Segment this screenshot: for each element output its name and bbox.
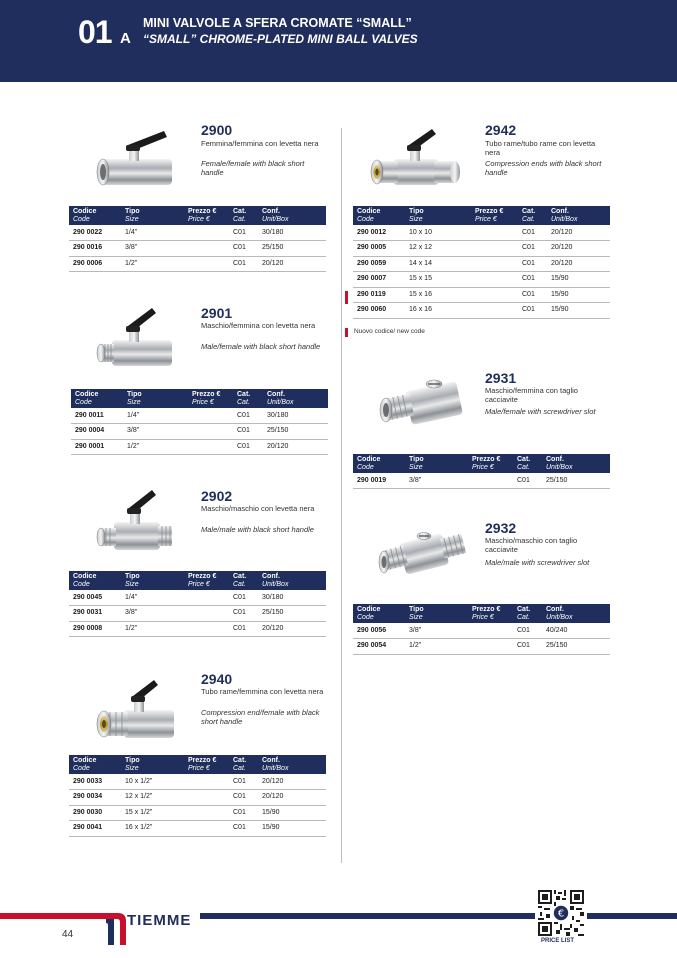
col-price: Prezzo € Price € [471, 206, 518, 225]
section-letter: A [120, 30, 131, 47]
table-row: 290 0008 1/2” C01 20/120 [69, 621, 326, 637]
table-2931 [353, 454, 610, 489]
table-row: 290 0012 10 x 10 C01 20/120 [353, 225, 610, 241]
col-size: Tipo Size [121, 206, 184, 225]
col-box: Conf. Unit/Box [542, 604, 610, 623]
col-size: Tipo Size [405, 454, 468, 473]
col-code: Codice Code [69, 571, 121, 590]
col-cat: Cat. Cat. [229, 206, 258, 225]
table-row: 290 0030 15 x 1/2” C01 15/90 [69, 805, 326, 821]
column-divider [341, 128, 342, 863]
col-cat: Cat. Cat. [233, 389, 263, 408]
new-code-legend-marker [345, 328, 348, 337]
col-code: Codice Code [69, 755, 121, 774]
col-price: Prezzo € Price € [184, 755, 229, 774]
product-code-2940: 2940 [201, 671, 233, 687]
svg-text:€: € [557, 908, 565, 920]
page-header [0, 0, 677, 82]
table-row: 290 0056 3/8” C01 40/240 [353, 623, 610, 639]
valve-2942-image [366, 121, 466, 196]
product-desc-it-2902: Maschio/maschio con levetta nera [201, 504, 315, 513]
table-2901 [71, 389, 328, 455]
col-code: Codice Code [353, 206, 405, 225]
brand-name: TIEMME [127, 912, 192, 929]
col-box: Conf. Unit/Box [547, 206, 610, 225]
table-2900 [69, 206, 326, 272]
product-code-2942: 2942 [485, 122, 517, 138]
section-number: 01 [78, 14, 112, 50]
table-row: 290 0060 16 x 16 C01 15/90 [353, 303, 610, 319]
footer-bar-red [0, 913, 112, 919]
product-desc-it-2940: Tubo rame/femmina con levetta nera [201, 687, 324, 696]
col-price: Prezzo € Price € [468, 604, 513, 623]
col-code: Codice Code [353, 454, 405, 473]
col-price: Prezzo € Price € [468, 454, 513, 473]
col-price: Prezzo € Price € [184, 571, 229, 590]
section-title-it: MINI VALVOLE A SFERA CROMATE “SMALL” [143, 16, 412, 30]
product-code-2932: 2932 [485, 520, 517, 536]
qr-code-icon[interactable] [536, 888, 586, 938]
col-size: Tipo Size [121, 755, 184, 774]
col-size: Tipo Size [405, 206, 471, 225]
valve-2932-image [372, 520, 472, 590]
product-desc-it-2900: Femmina/femmina con levetta nera [201, 139, 319, 148]
product-desc-en-2932: Male/male with screwdriver slot [485, 558, 590, 567]
brand-logo-icon [100, 913, 128, 945]
table-row: 290 0007 15 x 15 C01 15/90 [353, 272, 610, 288]
product-desc-it-2932: Maschio/maschio con taglio cacciavite [485, 536, 578, 554]
product-desc-it-2901: Maschio/femmina con levetta nera [201, 321, 316, 330]
product-code-2931: 2931 [485, 370, 517, 386]
valve-2901-image [92, 302, 182, 377]
table-row: 290 0022 1/4” C01 30/180 [69, 225, 326, 241]
table-2940 [69, 755, 326, 837]
table-row: 290 0034 12 x 1/2” C01 20/120 [69, 790, 326, 806]
section-title-en: “SMALL” CHROME-PLATED MINI BALL VALVES [143, 32, 418, 46]
valve-2931-image [372, 362, 472, 440]
col-box: Conf. Unit/Box [542, 454, 610, 473]
col-cat: Cat. Cat. [513, 454, 542, 473]
table-row: 290 0031 3/8” C01 25/150 [69, 606, 326, 622]
table-row: 290 0059 14 x 14 C01 20/120 [353, 256, 610, 272]
page-number: 44 [62, 929, 74, 940]
table-row: 290 0001 1/2” C01 20/120 [71, 439, 328, 455]
product-code-2901: 2901 [201, 305, 233, 321]
product-desc-en-2900: Female/female with black short handle [201, 159, 305, 177]
product-desc-en-2902: Male/male with black short handle [201, 525, 314, 534]
col-box: Conf. Unit/Box [258, 206, 326, 225]
table-2942 [353, 206, 610, 319]
col-size: Tipo Size [121, 571, 184, 590]
table-row: 290 0045 1/4” C01 30/180 [69, 590, 326, 606]
col-code: Codice Code [353, 604, 405, 623]
table-row: 290 0119 15 x 16 C01 15/90 [353, 287, 610, 303]
col-cat: Cat. Cat. [229, 755, 258, 774]
col-price: Prezzo € Price € [184, 206, 229, 225]
col-cat: Cat. Cat. [229, 571, 258, 590]
table-2902 [69, 571, 326, 637]
table-row: 290 0033 10 x 1/2” C01 20/120 [69, 774, 326, 790]
col-size: Tipo Size [123, 389, 188, 408]
col-cat: Cat. Cat. [513, 604, 542, 623]
product-desc-en-2931: Male/female with screwdriver slot [485, 407, 596, 416]
valve-2900-image [92, 121, 182, 196]
col-price: Prezzo € Price € [188, 389, 233, 408]
product-desc-it-2931: Maschio/femmina con taglio cacciavite [485, 386, 578, 404]
product-desc-en-2940: Compression end/female with black short handle [201, 708, 320, 726]
product-code-2902: 2902 [201, 488, 233, 504]
col-code: Codice Code [71, 389, 123, 408]
col-size: Tipo Size [405, 604, 468, 623]
product-desc-it-2942: Tubo rame/tubo rame con levetta nera [485, 139, 596, 157]
col-cat: Cat. Cat. [518, 206, 547, 225]
table-row: 290 0041 16 x 1/2” C01 15/90 [69, 821, 326, 837]
product-code-2900: 2900 [201, 122, 233, 138]
col-box: Conf. Unit/Box [263, 389, 328, 408]
table-row: 290 0011 1/4” C01 30/180 [71, 408, 328, 424]
product-desc-en-2942: Compression ends with black short handle [485, 159, 602, 177]
table-row: 290 0019 3/8” C01 25/150 [353, 473, 610, 489]
table-row: 290 0006 1/2” C01 20/120 [69, 256, 326, 272]
table-row: 290 0004 3/8” C01 25/150 [71, 424, 328, 440]
new-code-note: Nuovo codice/ new code [354, 328, 425, 335]
new-code-marker [345, 291, 348, 304]
table-row: 290 0054 1/2” C01 25/150 [353, 639, 610, 655]
col-box: Conf. Unit/Box [258, 571, 326, 590]
footer-bar-navy [200, 913, 535, 919]
col-box: Conf. Unit/Box [258, 755, 326, 774]
price-list-label: PRICE LIST [541, 938, 575, 944]
footer-bar-navy-right [587, 913, 677, 919]
table-row: 290 0005 12 x 12 C01 20/120 [353, 241, 610, 257]
valve-2902-image [92, 486, 182, 561]
valve-2940-image [90, 672, 182, 752]
product-desc-en-2901: Male/female with black short handle [201, 342, 321, 351]
table-row: 290 0016 3/8” C01 25/150 [69, 241, 326, 257]
col-code: Codice Code [69, 206, 121, 225]
table-2932 [353, 604, 610, 655]
